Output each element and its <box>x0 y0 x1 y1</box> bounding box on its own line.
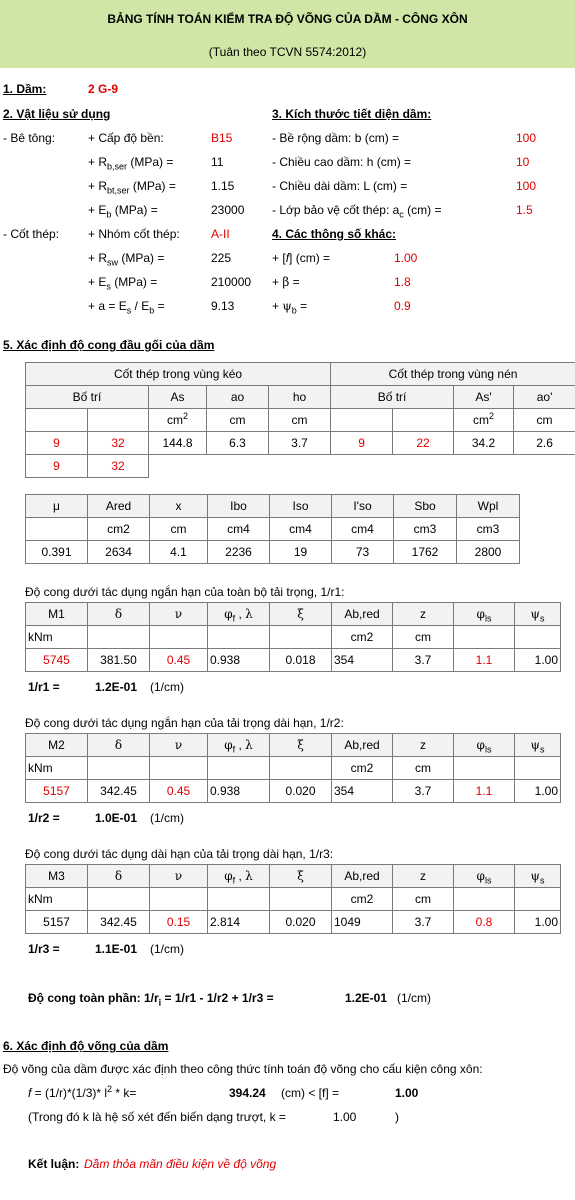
t1-value-0: 5745 <box>26 649 88 672</box>
width-value: 100 <box>516 131 537 145</box>
props-unit-4: cm4 <box>270 518 332 541</box>
t3-unit-1 <box>88 888 150 911</box>
t3-value-6: 3.7 <box>393 911 454 934</box>
t3-delta-header: δ <box>88 865 150 888</box>
t3-z-header: z <box>393 865 454 888</box>
ho-header: ho <box>269 386 331 409</box>
props-value-3: 2236 <box>208 541 270 564</box>
concrete-label: - Bê tông: <box>3 131 56 145</box>
as-unit: $cm^2$ <box>149 409 207 432</box>
cover-label: - Lớp bảo vệ cốt thép: $a_c$ (cm) = <box>272 203 442 220</box>
psib-value: 0.9 <box>394 299 411 313</box>
beta-label: + β = <box>272 275 300 289</box>
ao-unit: cm <box>207 409 269 432</box>
curvature-3-value: 1.1E-01 <box>95 942 138 956</box>
curvature-3-unit: (1/cm) <box>150 942 184 956</box>
t3-value-1: 342.45 <box>88 911 150 934</box>
k-value: 1.00 <box>333 1110 357 1124</box>
t2-delta-header: δ <box>88 734 150 757</box>
width-label: - Bề rộng dầm: b (cm) = <box>272 131 400 145</box>
t2-unit-2 <box>150 757 208 780</box>
t3-unit-0: kNm <box>26 888 88 911</box>
deflection-title: 6. Xác định độ võng của dầm <box>3 1039 169 1053</box>
ao2-unit: cm <box>514 409 575 432</box>
es-label: + $E_s$ (MPa) = <box>88 275 158 292</box>
t2-unit-4 <box>270 757 332 780</box>
t3-value-4: 0.020 <box>270 911 332 934</box>
t1-m-header: M1 <box>26 603 88 626</box>
t2-xi-header: ξ <box>270 734 332 757</box>
t1-value-4: 0.018 <box>270 649 332 672</box>
t3-unit-5: cm2 <box>332 888 393 911</box>
t1-unit-0: kNm <box>26 626 88 649</box>
concrete-grade-label: + Cấp độ bền: <box>88 131 164 145</box>
tension-zone-header: Cốt thép trong vùng kéo <box>26 363 331 386</box>
props-value-2: 4.1 <box>150 541 208 564</box>
concrete-grade: B15 <box>211 131 233 145</box>
bar-count-2: 9 <box>331 432 393 455</box>
bar-diameter-row2: 32 <box>88 455 149 478</box>
as-value: 144.8 <box>149 432 207 455</box>
rsw-value: 225 <box>211 251 232 265</box>
t1-unit-1 <box>88 626 150 649</box>
t1-value-6: 3.7 <box>393 649 454 672</box>
curvature-1-unit: (1/cm) <box>150 680 184 694</box>
t2-value-7: 1.1 <box>454 780 515 803</box>
curvature-1-title: Độ cong dưới tác dụng ngắn hạn của toàn bộ tải trọng, 1/r1: <box>25 585 345 599</box>
layout-header: Bố trí <box>26 386 149 409</box>
length-label: - Chiều dài dầm: L (cm) = <box>272 179 408 193</box>
compression-zone-header: Cốt thép trong vùng nén <box>331 363 575 386</box>
t2-unit-5: cm2 <box>332 757 393 780</box>
props-header-6: Sbo <box>394 495 457 518</box>
t3-xi-header: ξ <box>270 865 332 888</box>
bar-count-row2: 9 <box>26 455 88 478</box>
t3-unit-3 <box>208 888 270 911</box>
props-value-0: 0.391 <box>26 541 88 564</box>
curvature-1-label: 1/r1 = <box>28 680 60 694</box>
t2-nu-header: ν <box>150 734 208 757</box>
t3-m-header: M3 <box>26 865 88 888</box>
es-value: 210000 <box>211 275 252 289</box>
bar-count: 9 <box>26 432 88 455</box>
other-params-title: 4. Các thông số khác: <box>272 227 397 241</box>
t2-phils-header: $\varphi_{ls}$ <box>454 734 515 757</box>
cover-value: 1.5 <box>516 203 533 217</box>
total-curvature-value: 1.2E-01 <box>345 991 388 1005</box>
t2-value-3: 0.938 <box>208 780 270 803</box>
t2-unit-1 <box>88 757 150 780</box>
curvature-2-table <box>25 733 561 803</box>
t2-phif-header: $\varphi_f$ , λ <box>208 734 270 757</box>
beta-value: 1.8 <box>394 275 411 289</box>
ao2-header: ao' <box>514 386 575 409</box>
props-value-1: 2634 <box>88 541 150 564</box>
props-value-4: 19 <box>270 541 332 564</box>
t3-value-8: 1.00 <box>515 911 561 934</box>
props-header-5: I'so <box>332 495 394 518</box>
curvature-2-title: Độ cong dưới tác dụng ngắn hạn của tải trọng dài hạn, 1/r2: <box>25 716 344 730</box>
t3-unit-6: cm <box>393 888 454 911</box>
total-curvature-label: Độ cong toàn phần: $1/r_i = 1/r1 - 1/r2 + 1/r3$ = <box>28 991 274 1008</box>
props-unit-2: cm <box>150 518 208 541</box>
eb-label: + $E_b$ (MPa) = <box>88 203 158 220</box>
t3-psis-header: $\psi_s$ <box>515 865 561 888</box>
height-label: - Chiều cao dầm: h (cm) = <box>272 155 412 169</box>
t1-psis-header: $\psi_s$ <box>515 603 561 626</box>
t1-value-5: 354 <box>332 649 393 672</box>
beam-name: 2 G-9 <box>88 82 119 96</box>
props-unit-6: cm3 <box>394 518 457 541</box>
t1-value-3: 0.938 <box>208 649 270 672</box>
curvature-2-label: 1/r2 = <box>28 811 60 825</box>
as2-header: As' <box>454 386 514 409</box>
t1-unit-2 <box>150 626 208 649</box>
curvature-3-table <box>25 864 561 934</box>
curvature-2-value: 1.0E-01 <box>95 811 138 825</box>
t1-abred-header: Ab,red <box>332 603 393 626</box>
t3-unit-8 <box>515 888 561 911</box>
t1-unit-6: cm <box>393 626 454 649</box>
props-unit-3: cm4 <box>208 518 270 541</box>
ao-value: 6.3 <box>207 432 269 455</box>
f-allow-value: 1.00 <box>394 251 418 265</box>
deflection-allowable: 1.00 <box>395 1086 419 1100</box>
beam-label: 1. Dầm: <box>3 82 47 96</box>
t3-unit-4 <box>270 888 332 911</box>
as-header: As <box>149 386 207 409</box>
rbtser-value: 1.15 <box>211 179 235 193</box>
t2-value-6: 3.7 <box>393 780 454 803</box>
t1-z-header: z <box>393 603 454 626</box>
as2-unit: $cm^2$ <box>454 409 514 432</box>
t2-unit-0: kNm <box>26 757 88 780</box>
rbser-label: + $R_{b,ser}$ (MPa) = <box>88 155 174 172</box>
t2-value-1: 342.45 <box>88 780 150 803</box>
materials-title: 2. Vật liệu sử dụng <box>3 107 111 121</box>
props-header-2: x <box>150 495 208 518</box>
props-unit-7: cm3 <box>457 518 520 541</box>
props-unit-0 <box>26 518 88 541</box>
rbser-value: 11 <box>211 155 224 169</box>
rsw-label: + $R_{sw}$ (MPa) = <box>88 251 165 268</box>
t3-abred-header: Ab,red <box>332 865 393 888</box>
t3-value-2: 0.15 <box>150 911 208 934</box>
as2-value: 34.2 <box>454 432 514 455</box>
deflection-compare: (cm) < [f] = <box>281 1086 340 1100</box>
t1-value-8: 1.00 <box>515 649 561 672</box>
t2-abred-header: Ab,red <box>332 734 393 757</box>
f-allow-label: + [f] (cm) = <box>272 251 331 265</box>
t1-unit-7 <box>454 626 515 649</box>
t2-unit-6: cm <box>393 757 454 780</box>
curvature-3-label: 1/r3 = <box>28 942 60 956</box>
total-curvature-unit: (1/cm) <box>397 991 431 1005</box>
t3-value-0: 5157 <box>26 911 88 934</box>
t3-unit-7 <box>454 888 515 911</box>
t1-phif-header: $\varphi_f$ , λ <box>208 603 270 626</box>
shear-note: (Trong đó k là hệ số xét đến biến dạng trượt, k = <box>28 1110 286 1124</box>
props-header-4: Iso <box>270 495 332 518</box>
t3-nu-header: ν <box>150 865 208 888</box>
props-value-5: 73 <box>332 541 394 564</box>
deflection-formula: f = (1/r)*(1/3)* $l^2 * k=$ <box>28 1084 137 1100</box>
ao2-value: 2.6 <box>514 432 575 455</box>
curvature-title: 5. Xác định độ cong đầu gối của dầm <box>3 338 215 352</box>
conclusion-label: Kết luận: <box>28 1157 80 1171</box>
steel-label: - Cốt thép: <box>3 227 60 241</box>
conclusion-text: Dầm thỏa mãn điều kiện về độ võng <box>84 1157 277 1171</box>
length-value: 100 <box>516 179 537 193</box>
t1-xi-header: ξ <box>270 603 332 626</box>
props-unit-1: cm2 <box>88 518 150 541</box>
t2-value-8: 1.00 <box>515 780 561 803</box>
page-subtitle: (Tuân theo TCVN 5574:2012) <box>208 45 367 59</box>
t3-phif-header: $\varphi_f$ , λ <box>208 865 270 888</box>
t2-value-5: 354 <box>332 780 393 803</box>
shear-note-close: ) <box>395 1110 399 1124</box>
t2-z-header: z <box>393 734 454 757</box>
props-header-1: Ared <box>88 495 150 518</box>
t1-unit-4 <box>270 626 332 649</box>
reinforcement-table <box>25 362 575 478</box>
props-header-3: Ibo <box>208 495 270 518</box>
props-unit-5: cm4 <box>332 518 394 541</box>
t3-value-3: 2.814 <box>208 911 270 934</box>
ao-header: ao <box>207 386 269 409</box>
t1-nu-header: ν <box>150 603 208 626</box>
height-value: 10 <box>516 155 530 169</box>
t2-value-0: 5157 <box>26 780 88 803</box>
psib-label: + $\psi_b$ = <box>272 299 308 316</box>
page-title: BẢNG TÍNH TOÁN KIỂM TRA ĐỘ VÕNG CỦA DẦM - CÔNG XÔN <box>107 12 468 26</box>
a-value: 9.13 <box>211 299 235 313</box>
steel-group: A-II <box>211 227 230 241</box>
curvature-2-unit: (1/cm) <box>150 811 184 825</box>
t1-value-7: 1.1 <box>454 649 515 672</box>
t2-unit-8 <box>515 757 561 780</box>
t3-value-7: 0.8 <box>454 911 515 934</box>
t1-phils-header: $\varphi_{ls}$ <box>454 603 515 626</box>
curvature-1-value: 1.2E-01 <box>95 680 138 694</box>
t1-value-2: 0.45 <box>150 649 208 672</box>
t1-delta-header: δ <box>88 603 150 626</box>
section-props-table <box>25 494 520 564</box>
props-value-7: 2800 <box>457 541 520 564</box>
ho-unit: cm <box>269 409 331 432</box>
t1-unit-8 <box>515 626 561 649</box>
t1-unit-3 <box>208 626 270 649</box>
t3-phils-header: $\varphi_{ls}$ <box>454 865 515 888</box>
deflection-value: 394.24 <box>229 1086 266 1100</box>
steel-group-label: + Nhóm cốt thép: <box>88 227 180 241</box>
a-label: + $a = E_s / E_b$ = <box>88 299 165 316</box>
props-header-0: μ <box>26 495 88 518</box>
rbtser-label: + $R_{bt,ser}$ (MPa) = <box>88 179 176 196</box>
t3-value-5: 1049 <box>332 911 393 934</box>
ho-value: 3.7 <box>269 432 331 455</box>
eb-value: 23000 <box>211 203 245 217</box>
t2-value-4: 0.020 <box>270 780 332 803</box>
t1-value-1: 381.50 <box>88 649 150 672</box>
layout-header-2: Bố trí <box>331 386 454 409</box>
t2-m-header: M2 <box>26 734 88 757</box>
t2-unit-7 <box>454 757 515 780</box>
curvature-3-title: Độ cong dưới tác dụng dài hạn của tải trọng dài hạn, 1/r3: <box>25 847 334 861</box>
props-value-6: 1762 <box>394 541 457 564</box>
bar-diameter-2: 22 <box>393 432 454 455</box>
t2-value-2: 0.45 <box>150 780 208 803</box>
t1-unit-5: cm2 <box>332 626 393 649</box>
dimensions-title: 3. Kích thước tiết diện dầm: <box>272 107 432 121</box>
deflection-desc: Độ võng của dầm được xác định theo công thức tính toán độ võng cho cấu kiện công xôn: <box>3 1062 483 1076</box>
props-header-7: Wpl <box>457 495 520 518</box>
t2-psis-header: $\psi_s$ <box>515 734 561 757</box>
curvature-1-table <box>25 602 561 672</box>
bar-diameter: 32 <box>88 432 149 455</box>
t3-unit-2 <box>150 888 208 911</box>
t2-unit-3 <box>208 757 270 780</box>
